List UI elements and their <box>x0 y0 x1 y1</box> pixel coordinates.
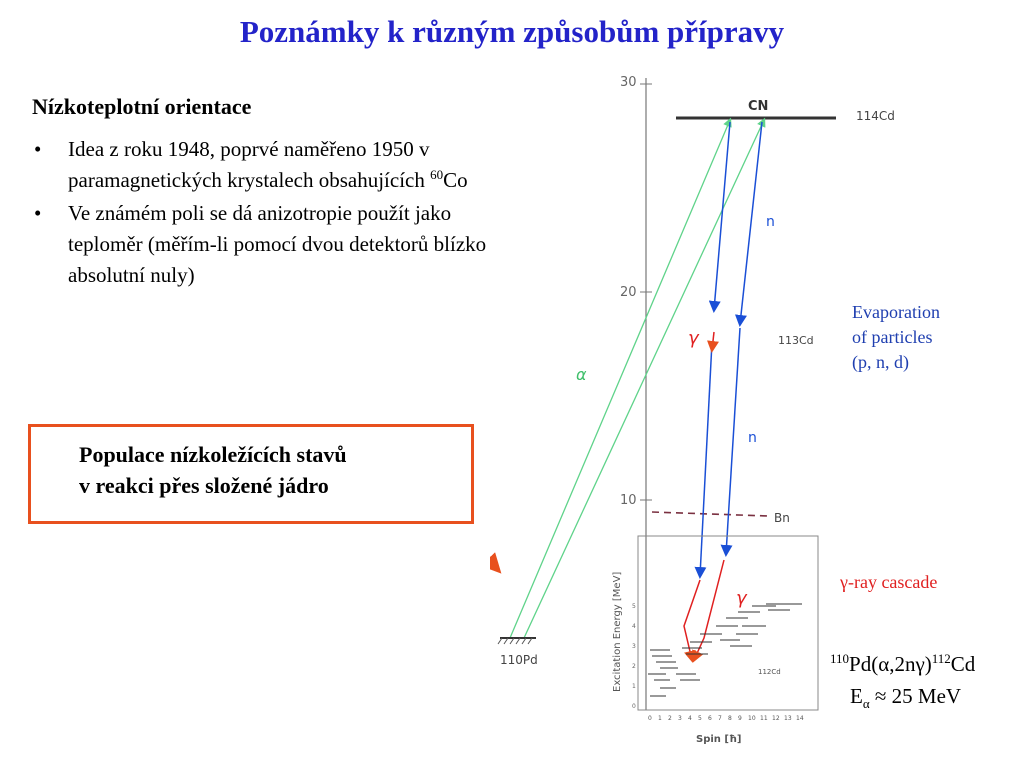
bullet-list <box>32 134 502 293</box>
energy-symbol: E <box>850 684 863 708</box>
evaporation-label <box>852 300 940 375</box>
alpha-path-line <box>510 120 730 638</box>
neutron-label: n <box>748 430 757 446</box>
gamma-cascade-arrow <box>694 560 724 660</box>
level-plot-frame <box>638 536 818 710</box>
small-y-tick: 4 <box>632 623 636 630</box>
x-tick-label: 3 <box>678 715 682 722</box>
mass-number: 110 <box>830 651 850 666</box>
neutron-arrow <box>714 122 730 310</box>
x-tick-label: 7 <box>718 715 722 722</box>
gamma-label: γ <box>736 588 747 609</box>
x-tick-label: 0 <box>648 715 652 722</box>
x-tick-label: 6 <box>708 715 712 722</box>
callout-line: Populace nízkoležících stavů <box>79 442 347 467</box>
small-y-ticks <box>632 603 636 710</box>
x-tick-label: 1 <box>658 715 662 722</box>
x-tick-label: 9 <box>738 715 742 722</box>
x-tick-label: 2 <box>668 715 672 722</box>
bullet-glyph: • <box>34 201 42 225</box>
mass-number: 112 <box>931 651 951 666</box>
alpha-label: α <box>576 365 587 384</box>
small-y-tick: 2 <box>632 663 636 670</box>
gamma-cascade-text: -ray cascade <box>847 572 938 592</box>
neutron-arrow <box>700 342 712 576</box>
bullet-text: Idea z roku 1948, poprvé naměřeno 1950 v paramagnetických krystalech obsahujících <box>68 137 431 192</box>
neutron-label: n <box>766 214 775 230</box>
reaction-label <box>830 652 975 677</box>
energy-value: ≈ 25 MeV <box>869 684 962 708</box>
gamma-symbol: γ <box>915 652 925 676</box>
bullet-glyph: • <box>34 137 42 161</box>
x-tick-label: 8 <box>728 715 732 722</box>
x-tick-label: 14 <box>796 715 804 722</box>
section-heading: Nízkoteplotní orientace <box>32 94 252 119</box>
bullet-text: Ve známém poli se dá anizotropie použít jako teploměr (měřím-li pomocí dvou detektorů blízko absolutní nuly) <box>68 201 487 287</box>
nuclear-levels <box>648 604 802 696</box>
neutron-arrow <box>726 328 740 554</box>
evaporation-line: Evaporation <box>852 302 940 322</box>
gamma-cascade-label <box>840 570 937 595</box>
evaporation-line: (p, n, d) <box>852 352 909 372</box>
x-tick-label: 12 <box>772 715 780 722</box>
isotope-mass: 60 <box>430 167 444 182</box>
slide-title: Poznámky k různým způsobům přípravy <box>239 14 785 49</box>
small-y-tick: 3 <box>632 643 636 650</box>
x-tick-label: 5 <box>698 715 702 722</box>
bullet-item <box>32 134 502 196</box>
reaction-part: ) <box>924 652 932 676</box>
bn-label: Bn <box>774 511 790 525</box>
y-tick-labels <box>620 75 652 508</box>
reaction-part: ,2n <box>889 652 916 676</box>
x-tick-labels <box>648 715 804 722</box>
y-tick-label: 30 <box>620 75 637 90</box>
y-axis-title: Excitation Energy [MeV] <box>612 571 623 692</box>
gamma-arrow <box>712 332 714 350</box>
cd114-label: 114Cd <box>856 109 895 123</box>
energy-subscript: α <box>862 696 870 712</box>
small-y-tick: 5 <box>632 603 636 610</box>
bullet-item <box>32 198 502 291</box>
small-y-tick: 0 <box>632 703 636 710</box>
small-y-tick: 1 <box>632 683 636 690</box>
cd113-label: 113Cd <box>778 334 814 347</box>
alpha-path-line <box>524 120 764 638</box>
reaction-part: Pd( <box>849 652 879 676</box>
x-tick-label: 10 <box>748 715 756 722</box>
isotope-symbol: Co <box>443 168 468 192</box>
x-tick-label: 13 <box>784 715 792 722</box>
x-tick-label: 11 <box>760 715 768 722</box>
beam-energy-label <box>850 684 962 712</box>
y-tick-label: 10 <box>620 493 637 508</box>
x-tick-label: 4 <box>688 715 692 722</box>
gamma-symbol: γ <box>840 572 848 592</box>
callout-pointer-arrow <box>490 540 498 570</box>
alpha-symbol: α <box>878 652 890 676</box>
y-tick-label: 20 <box>620 285 637 300</box>
callout-line: v reakci přes složené jádro <box>79 473 329 498</box>
pd110-label: 110Pd <box>500 653 538 667</box>
neutron-arrow <box>740 122 762 324</box>
reaction-part: Cd <box>950 652 976 676</box>
cn-label: CN <box>748 99 769 114</box>
evaporation-line: of particles <box>852 327 933 347</box>
bn-level <box>652 512 768 516</box>
gamma-label: γ <box>688 328 699 349</box>
callout-box <box>28 424 474 524</box>
cd112-label: 112Cd <box>758 668 781 676</box>
x-axis-title: Spin [ħ] <box>696 734 742 745</box>
callout-text <box>79 439 347 501</box>
